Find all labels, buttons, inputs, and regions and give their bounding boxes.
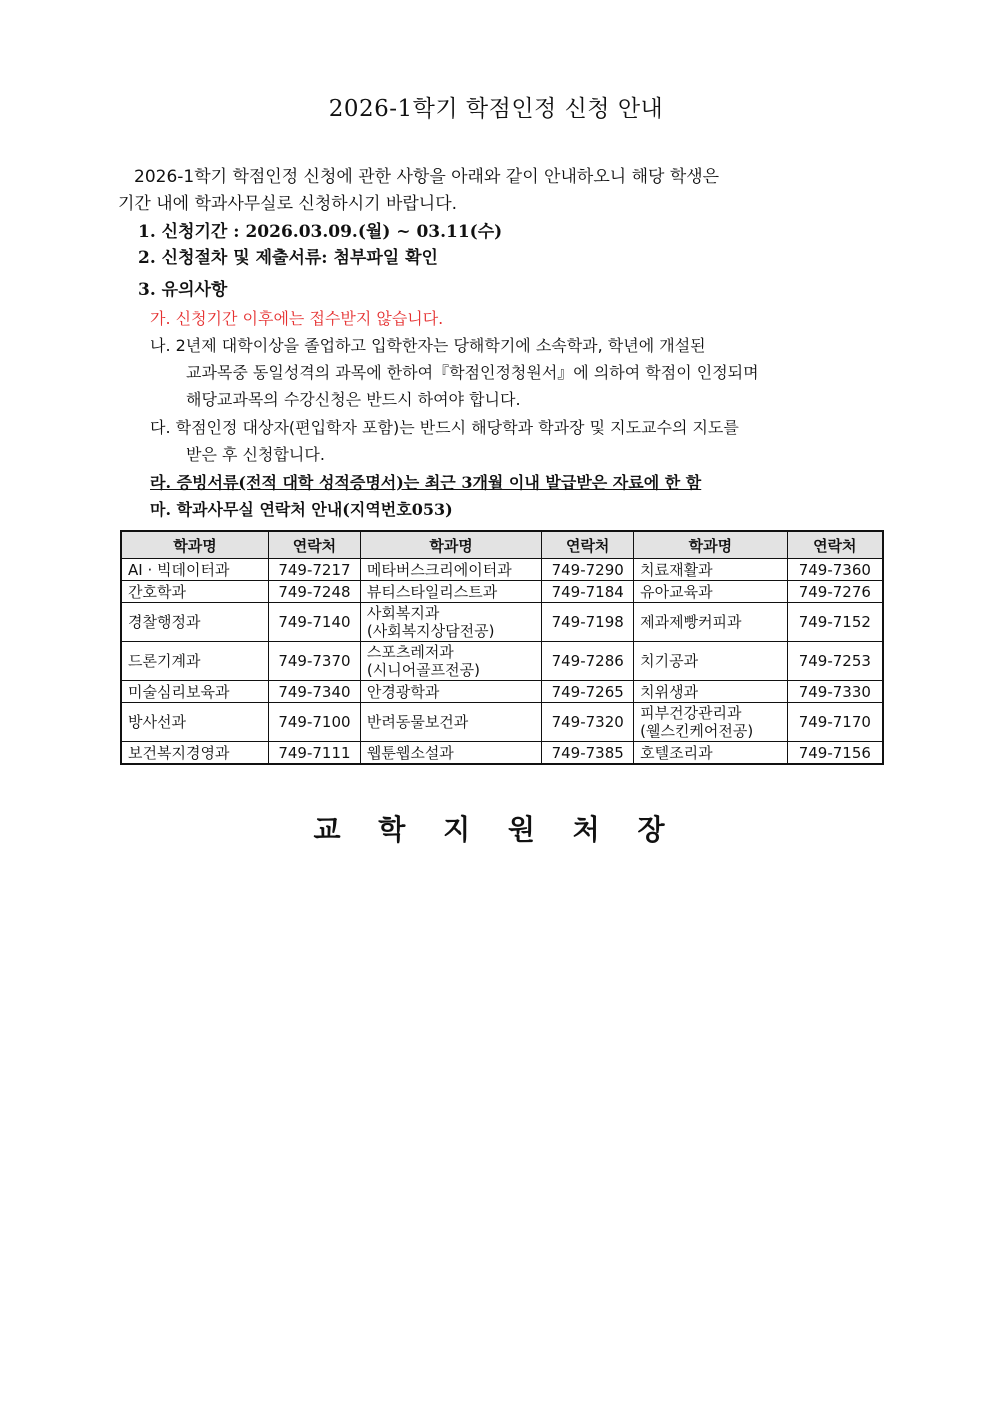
note-da-line-2: 받은 후 신청합니다.: [186, 445, 325, 464]
department-name: 피부건강관리과: [640, 704, 742, 722]
header-phone-3: 연락처: [787, 531, 883, 559]
phone-cell: [269, 742, 361, 765]
department-cell: [634, 603, 788, 642]
department-name: 유아교육과: [640, 582, 713, 601]
department-name: 스포츠레저과: [366, 643, 454, 661]
department-name: (사회복지상담전공): [366, 622, 495, 640]
phone-cell: [787, 681, 883, 703]
intro-paragraph: [118, 164, 888, 218]
department-name: (시니어골프전공): [366, 661, 480, 679]
intro-line-2: 기간 내에 학과사무실로 신청하시기 바랍니다.: [118, 194, 458, 214]
phone-text: 749-7370: [278, 652, 351, 670]
table-row: [121, 642, 883, 681]
department-cell: [634, 742, 788, 765]
phone-cell: [542, 603, 634, 642]
phone-cell: [269, 603, 361, 642]
phone-text: 749-7170: [798, 713, 871, 731]
phone-text: 749-7248: [278, 582, 351, 601]
phone-cell: [787, 581, 883, 603]
phone-cell: [542, 642, 634, 681]
section-procedure-documents: 2. 신청절차 및 제출서류: 첨부파일 확인: [138, 248, 438, 268]
phone-text: 749-7286: [551, 652, 624, 670]
department-cell: [360, 642, 541, 681]
header-dept-3: 학과명: [634, 531, 788, 559]
department-name: 호텔조리과: [640, 743, 713, 762]
department-contacts-table: [120, 530, 884, 765]
department-name: 치료재활과: [640, 560, 713, 579]
phone-text: 749-7156: [798, 743, 871, 762]
section-application-period: 1. 신청기간 : 2026.03.09.(월) ~ 03.11(수): [138, 222, 503, 242]
intro-line-1: 2026-1학기 학점인정 신청에 관한 사항을 아래와 같이 안내하오니 해당 학생은: [134, 167, 720, 187]
department-cell: [634, 703, 788, 742]
phone-cell: [269, 703, 361, 742]
department-name: 안경광학과: [366, 682, 440, 701]
phone-cell: [787, 603, 883, 642]
table-row: [121, 703, 883, 742]
phone-text: 749-7330: [798, 682, 871, 701]
phone-text: 749-7360: [798, 560, 871, 579]
phone-cell: [269, 559, 361, 581]
department-cell: [634, 581, 788, 603]
phone-cell: [269, 642, 361, 681]
phone-cell: [787, 703, 883, 742]
department-cell: [121, 581, 269, 603]
document-title: 2026-1학기 학점인정 신청 안내: [328, 96, 664, 122]
department-cell: [360, 581, 541, 603]
note-da: [150, 414, 880, 468]
department-cell: [360, 603, 541, 642]
phone-cell: [542, 681, 634, 703]
department-cell: [634, 559, 788, 581]
phone-cell: [787, 642, 883, 681]
phone-text: 749-7217: [278, 560, 351, 579]
phone-cell: [269, 681, 361, 703]
phone-text: 749-7385: [551, 743, 624, 762]
table-row: [121, 603, 883, 642]
phone-cell: [269, 581, 361, 603]
department-cell: [121, 603, 269, 642]
department-name: 방사선과: [128, 713, 186, 731]
department-cell: [360, 703, 541, 742]
header-phone-1: 연락처: [269, 531, 361, 559]
table-header-row: [121, 531, 883, 559]
department-name: 메타버스크리에이터과: [366, 560, 512, 579]
department-cell: [121, 742, 269, 765]
note-da-line-1: 다. 학점인정 대상자(편입학자 포함)는 반드시 해당학과 학과장 및 지도교수의 지도를: [150, 418, 739, 437]
department-name: 뷰티스타일리스트과: [366, 582, 498, 601]
phone-text: 749-7198: [551, 613, 624, 631]
phone-text: 749-7340: [278, 682, 351, 701]
department-cell: [360, 559, 541, 581]
department-cell: [634, 642, 788, 681]
phone-cell: [787, 742, 883, 765]
phone-text: 749-7184: [551, 582, 624, 601]
department-name: 치위생과: [640, 682, 699, 701]
note-na: [150, 332, 880, 413]
note-ma: 마. 학과사무실 연락처 안내(지역번호053): [150, 500, 453, 519]
table-row: [121, 581, 883, 603]
phone-cell: [542, 703, 634, 742]
department-name: 반려동물보건과: [366, 713, 469, 731]
note-na-line-2: 교과목중 동일성격의 과목에 한하여『학점인정청원서』에 의하여 학점이 인정되며: [186, 363, 759, 382]
department-name: 드론기계과: [128, 652, 201, 670]
phone-text: 749-7253: [798, 652, 871, 670]
department-name: (웰스킨케어전공): [640, 722, 754, 740]
department-name: 치기공과: [640, 652, 699, 670]
department-name: 미술심리보육과: [128, 682, 230, 701]
department-cell: [121, 703, 269, 742]
department-cell: [121, 642, 269, 681]
department-name: 사회복지과: [366, 604, 440, 622]
phone-cell: [542, 742, 634, 765]
phone-cell: [787, 559, 883, 581]
table-body: [121, 559, 883, 765]
phone-text: 749-7265: [551, 682, 624, 701]
header-phone-2: 연락처: [542, 531, 634, 559]
department-cell: [121, 681, 269, 703]
department-cell: [634, 681, 788, 703]
note-ra: 라. 증빙서류(전적 대학 성적증명서)는 최근 3개월 이내 발급받은 자료에 한 함: [150, 473, 702, 492]
section-notes: 3. 유의사항: [138, 280, 228, 300]
note-ga: 가. 신청기간 이후에는 접수받지 않습니다.: [150, 309, 444, 328]
department-name: 웹툰웹소설과: [366, 743, 454, 762]
note-na-line-3: 해당교과목의 수강신청은 반드시 하여야 합니다.: [186, 390, 521, 409]
phone-cell: [542, 559, 634, 581]
phone-cell: [542, 581, 634, 603]
header-dept-1: 학과명: [121, 531, 269, 559]
table-row: [121, 742, 883, 765]
table-row: [121, 559, 883, 581]
phone-text: 749-7100: [278, 713, 351, 731]
note-na-line-1: 나. 2년제 대학이상을 졸업하고 입학한자는 당해학기에 소속학과, 학년에 개설된: [150, 336, 706, 355]
phone-text: 749-7276: [798, 582, 871, 601]
department-name: 제과제빵커피과: [640, 613, 742, 631]
phone-text: 749-7111: [278, 743, 351, 762]
department-name: 경찰행정과: [128, 613, 201, 631]
department-name: AI · 빅데이터과: [128, 560, 230, 579]
department-name: 간호학과: [128, 582, 186, 601]
issuer-signature: 교 학 지 원 처 장: [313, 813, 679, 846]
header-dept-2: 학과명: [360, 531, 541, 559]
phone-text: 749-7290: [551, 560, 624, 579]
phone-text: 749-7152: [798, 613, 871, 631]
table-row: [121, 681, 883, 703]
phone-text: 749-7140: [278, 613, 351, 631]
department-cell: [360, 681, 541, 703]
department-cell: [121, 559, 269, 581]
department-cell: [360, 742, 541, 765]
phone-text: 749-7320: [551, 713, 624, 731]
department-name: 보건복지경영과: [128, 743, 230, 762]
